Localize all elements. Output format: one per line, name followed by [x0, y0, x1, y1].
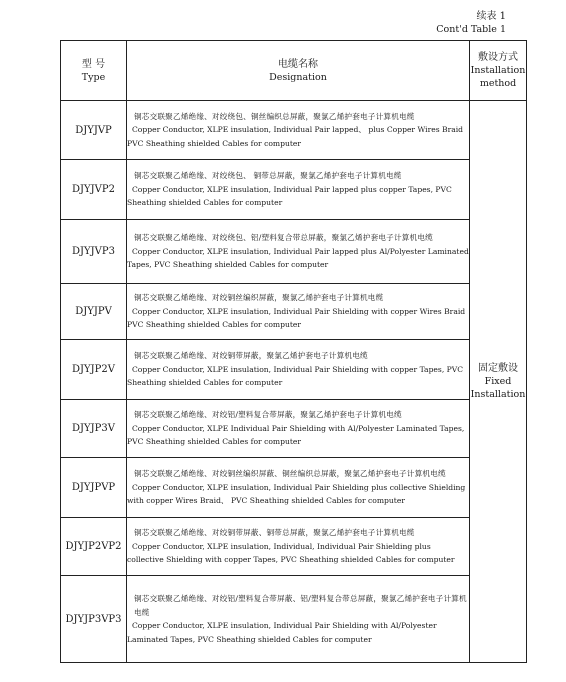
caption-en: Cont'd Table 1 — [436, 24, 506, 35]
type-cell: DJYJP3VP3 — [61, 576, 127, 663]
designation-en: Copper Conductor, XLPE insulation, Individual Pair Shielding with Al/Polyester Laminated Tapes, PVC Sheathing shielded Cables for computer — [127, 621, 437, 644]
designation-cell — [127, 160, 470, 220]
designation-zh: 铜芯交联聚乙烯绝缘、对绞铝/塑料复合带屏蔽，聚氯乙烯护套电子计算机电缆 — [134, 410, 402, 420]
caption-zh: 续表 1 — [476, 11, 506, 22]
table-row — [61, 340, 527, 400]
header-install-en1: Installation — [470, 65, 526, 76]
table-header-row — [61, 41, 527, 101]
designation-en: Copper Conductor, XLPE insulation, Individual Pair Shielding with copper Tapes, PVC Sheathing shielded Cables for computer — [127, 364, 464, 388]
designation-zh: 铜芯交联聚乙烯绝缘、对绞铜丝编织屏蔽、铜丝编织总屏蔽，聚氯乙烯护套电子计算机电缆 — [134, 469, 446, 479]
table-row — [61, 400, 527, 458]
designation-cell — [127, 284, 470, 340]
designation-zh: 铜芯交联聚乙烯绝缘、对绞铝/塑料复合带屏蔽、铝/塑料复合带总屏蔽，聚氯乙烯护套电子计算机电缆 — [134, 594, 467, 617]
table-row — [61, 284, 527, 340]
table-caption — [436, 10, 506, 36]
designation-cell — [127, 576, 470, 663]
installation-en1: Fixed — [484, 376, 512, 387]
type-cell: DJYJVP3 — [61, 220, 127, 284]
cable-table — [60, 40, 527, 663]
designation-en: Copper Conductor, XLPE insulation, Individual Pair lapped、 plus Copper Wires Braid PVC Sheathing shielded Cables for computer — [127, 125, 464, 148]
designation-en: Copper Conductor, XLPE insulation, Individual Pair Shielding plus collective Shielding with copper Wires Braid、 PVC Sheathing shielded Cables for computer — [127, 482, 466, 506]
header-designation-zh: 电缆名称 — [278, 58, 318, 70]
designation-cell — [127, 400, 470, 458]
header-install-zh: 敷设方式 — [478, 52, 518, 63]
designation-en: Copper Conductor, XLPE insulation, Individual Pair lapped plus Al/Polyester Laminated Tapes, PVC Sheathing shielded Cables for computer — [127, 246, 469, 270]
type-cell: DJYJPV — [61, 284, 127, 340]
designation-cell — [127, 518, 470, 576]
designation-zh: 铜芯交联聚乙烯绝缘、对绞绕包、 铜带总屏蔽，聚氯乙烯护套电子计算机电缆 — [134, 171, 402, 181]
designation-en: Copper Conductor, XLPE Individual Pair Shielding with Al/Polyester Laminated Tapes, PVC Sheathing shielded Cables for computer — [127, 423, 465, 447]
type-cell: DJYJPVP — [61, 458, 127, 518]
designation-cell — [127, 220, 470, 284]
header-type-en: Type — [81, 71, 106, 83]
type-cell: DJYJP3V — [61, 400, 127, 458]
header-installation — [470, 41, 527, 101]
designation-en: Copper Conductor, XLPE insulation, Individual, Individual Pair Shielding plus collective Shielding with copper Tapes, PVC Sheathing shielded Cables for computer — [127, 541, 455, 565]
type-cell: DJYJVP2 — [61, 160, 127, 220]
designation-en: Copper Conductor, XLPE insulation, Individual Pair Shielding with copper Wires Braid PVC Sheathing shielded Cables for computer — [127, 306, 466, 330]
header-designation-en: Designation — [269, 71, 327, 83]
type-cell: DJYJP2V — [61, 340, 127, 400]
designation-zh: 铜芯交联聚乙烯绝缘、对绞绕包、铝/塑料复合带总屏蔽，聚氯乙烯护套电子计算机电缆 — [134, 233, 433, 243]
installation-en2: Installation — [470, 389, 526, 400]
designation-zh: 铜芯交联聚乙烯绝缘、对绞铜带屏蔽，聚氯乙烯护套电子计算机电缆 — [134, 351, 368, 361]
designation-cell — [127, 101, 470, 160]
designation-cell — [127, 458, 470, 518]
type-cell: DJYJP2VP2 — [61, 518, 127, 576]
table-row — [61, 220, 527, 284]
installation-method-cell — [470, 101, 527, 663]
table-row — [61, 518, 527, 576]
designation-zh: 铜芯交联聚乙烯绝缘、对绞绕包、铜丝编织总屏蔽，聚氯乙烯护套电子计算机电缆 — [134, 111, 415, 121]
header-type — [61, 41, 127, 101]
installation-zh: 固定敷设 — [478, 363, 518, 374]
designation-en: Copper Conductor, XLPE insulation, Individual Pair lapped plus copper Tapes, PVC Sheathing shielded Cables for computer — [127, 184, 452, 208]
table-row — [61, 101, 527, 160]
designation-zh: 铜芯交联聚乙烯绝缘、对绞铜丝编织屏蔽，聚氯乙烯护套电子计算机电缆 — [134, 293, 384, 303]
header-install-en2: method — [479, 78, 517, 89]
designation-zh: 铜芯交联聚乙烯绝缘、对绞铜带屏蔽、铜带总屏蔽，聚氯乙烯护套电子计算机电缆 — [134, 528, 415, 538]
header-designation — [127, 41, 470, 101]
header-type-zh: 型 号 — [81, 58, 106, 70]
type-cell: DJYJVP — [61, 101, 127, 160]
table-row — [61, 576, 527, 663]
table-row — [61, 160, 527, 220]
designation-cell — [127, 340, 470, 400]
table-row — [61, 458, 527, 518]
